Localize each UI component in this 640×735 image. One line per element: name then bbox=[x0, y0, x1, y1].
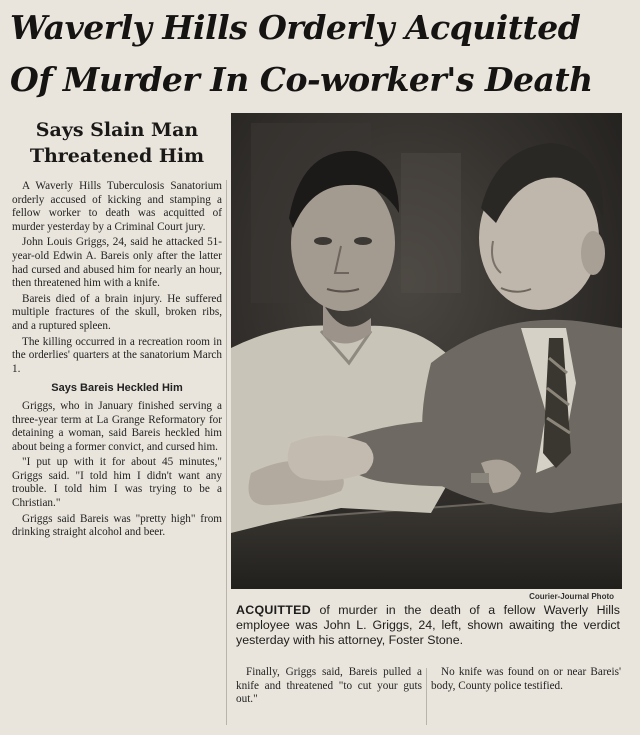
column-rule bbox=[226, 180, 227, 725]
column-rule bbox=[426, 668, 427, 725]
article-paragraph: Finally, Griggs said, Bareis pulled a knife and threatened "to cut your guts out." bbox=[236, 666, 422, 706]
article-paragraph: A Waverly Hills Tuberculosis Sanatorium orderly accused of kicking and stamping a fellow worker to death was acquitted of murder yesterday by a Criminal Court jury. bbox=[12, 180, 222, 233]
article-column-right bbox=[431, 666, 621, 693]
article-paragraph: John Louis Griggs, 24, said he attacked 51-year-old Edwin A. Bareis only after the latter had cursed and abused him for nearly an hour, then threatened him with a knife. bbox=[12, 236, 222, 290]
article-column-middle bbox=[236, 666, 422, 707]
headline-line-2: Of Murder In Co-worker's Death bbox=[10, 60, 593, 99]
article-paragraph: Griggs said Bareis was "pretty high" from drinking straight alcohol and beer. bbox=[12, 512, 222, 539]
subhead-line-2: Threatened Him bbox=[29, 145, 205, 167]
article-column-left bbox=[12, 180, 222, 542]
headline-line-1: Waverly Hills Orderly Acquitted bbox=[10, 8, 581, 47]
photo-illustration bbox=[231, 113, 622, 589]
photo-credit: Courier-Journal Photo bbox=[529, 592, 614, 601]
subhead-line-1: Says Slain Man bbox=[35, 119, 199, 141]
crosshead: Says Bareis Heckled Him bbox=[51, 382, 183, 395]
news-photo bbox=[231, 113, 622, 589]
article-paragraph: Griggs, who in January finished serving a three-year term at La Grange Reformatory for detaining a woman, said Bareis heckled him about being a former convict, and cursed him. bbox=[12, 399, 222, 453]
caption-text: of murder in the death of a fellow Waverly Hills employee was John L. Griggs, 24, left, shown awaiting the verdict yesterday with his attorney, Foster Stone. bbox=[236, 603, 620, 648]
article-paragraph: No knife was found on or near Bareis' body, County police testified. bbox=[431, 666, 621, 692]
photo-caption bbox=[236, 603, 620, 649]
article-paragraph: Bareis died of a brain injury. He suffered multiple fractures of the skull, broken ribs, and a ruptured spleen. bbox=[12, 292, 222, 332]
article-paragraph: The killing occurred in a recreation room in the orderlies' quarters at the sanatorium March 1. bbox=[12, 335, 222, 375]
article-paragraph: "I put up with it for about 45 minutes," Griggs said. "I told him I didn't want any trouble. I told him I was trying to be a Christian." bbox=[12, 456, 222, 510]
caption-lead: ACQUITTED bbox=[236, 603, 311, 617]
